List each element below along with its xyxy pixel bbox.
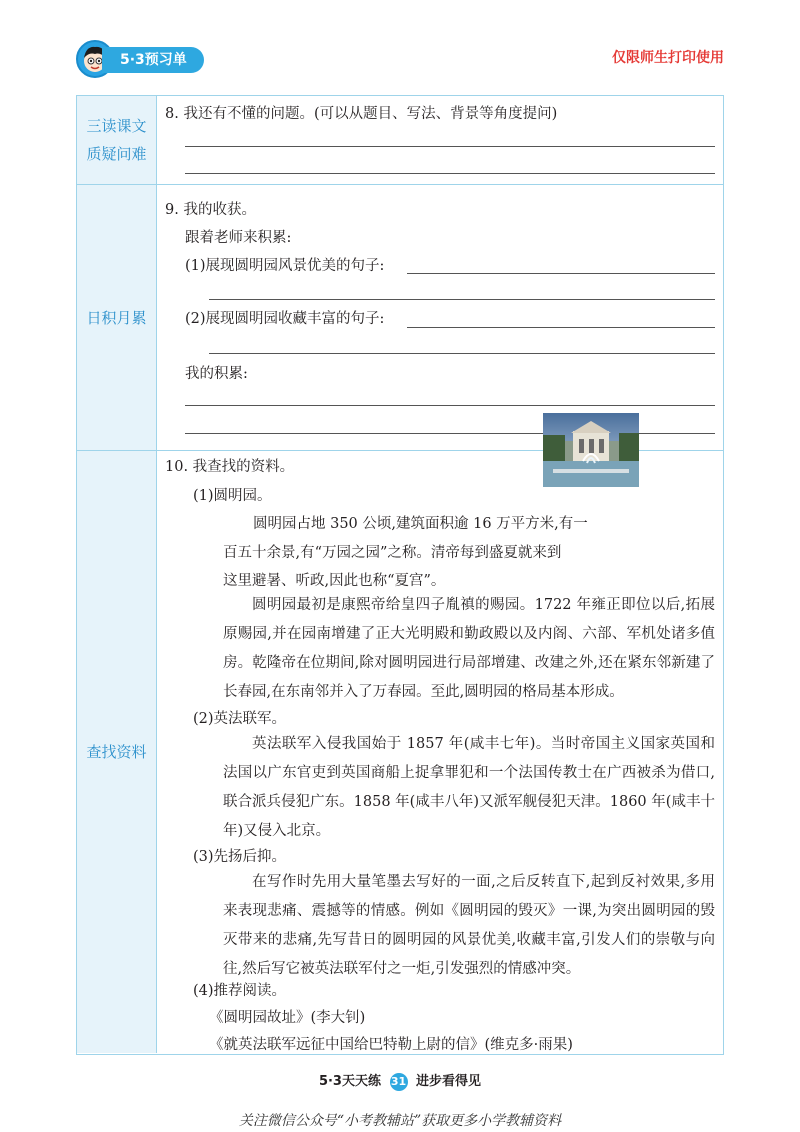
- gains-mine: 我的积累:: [185, 366, 248, 382]
- gains-item-1: (1)展现圆明园风景优美的句子:: [185, 258, 385, 274]
- question-8-prompt: 8. 我还有不懂的问题。(可以从题目、写法、背景等角度提问): [165, 106, 558, 122]
- para-1-line-1: 圆明园占地 350 公顷,建筑面积逾 16 万平方米,有一: [253, 516, 588, 532]
- heading-allied-forces: (2)英法联军。: [193, 711, 287, 727]
- content-research: [157, 451, 723, 1053]
- gains-item-2: (2)展现圆明园收藏丰富的句子:: [185, 311, 385, 327]
- worksheet-table: [76, 95, 724, 1055]
- row-gains: [77, 185, 723, 451]
- row-research: [77, 451, 723, 1053]
- question-9-prompt: 9. 我的收获。: [165, 202, 256, 218]
- label-gains-text: 日积月累: [86, 308, 147, 327]
- palace-image-icon: [543, 413, 639, 487]
- label-questions-line2: 质疑问难: [86, 145, 147, 163]
- para-1-line-3: 这里避暑、听政,因此也称“夏宫”。: [223, 573, 446, 589]
- label-research: [77, 451, 157, 1053]
- print-restriction-note: 仅限师生打印使用: [612, 50, 724, 66]
- para-1-line-2: 百五十余景,有“万园之园”之称。清帝每到盛夏就来到: [223, 545, 562, 561]
- answer-line[interactable]: [407, 327, 715, 328]
- content-questions: [157, 96, 723, 184]
- page-number: 31: [390, 1073, 408, 1091]
- question-10-prompt: 10. 我查找的资料。: [165, 459, 295, 475]
- palace-photo: [543, 413, 639, 487]
- label-gains: [77, 185, 157, 450]
- answer-line[interactable]: [209, 299, 715, 300]
- content-gains: [157, 185, 723, 450]
- label-questions-line1: 三读课文: [86, 117, 147, 135]
- answer-line[interactable]: [185, 173, 715, 174]
- badge-label: 5·3预习单: [102, 47, 204, 73]
- footer-brand: 5·3天天练: [318, 1074, 381, 1089]
- answer-line[interactable]: [185, 146, 715, 147]
- footer-slogan: 进步看得见: [416, 1074, 482, 1089]
- book-2: 《就英法联军远征中国给巴特勒上尉的信》(维克多·雨果): [209, 1037, 573, 1053]
- gains-intro: 跟着老师来积累:: [185, 230, 292, 246]
- heading-recommended-reading: (4)推荐阅读。: [193, 983, 287, 999]
- para-2: 圆明园最初是康熙帝给皇四子胤禛的赐园。1722 年雍正即位以后,拓展原赐园,并在园南增建了正大光明殿和勤政殿以及内阁、六部、军机处诸多值房。乾隆帝在位期间,除对圆明园进行局部增建、改建之外,还在紧东邻新建了长春园,在东南邻并入了万春园。至此,圆明园的格局基本形成。: [223, 597, 715, 700]
- answer-line[interactable]: [407, 273, 715, 274]
- answer-line[interactable]: [209, 353, 715, 354]
- row-questions: [77, 96, 723, 185]
- page-footer: [0, 1070, 800, 1091]
- book-1: 《圆明园故址》(李大钊): [209, 1010, 366, 1026]
- page-header: [0, 0, 800, 90]
- answer-line[interactable]: [185, 405, 715, 406]
- wechat-promo-note: 关注微信公众号“小考教辅站”获取更多小学教辅资料: [238, 1113, 562, 1129]
- heading-yuanmingyuan: (1)圆明园。: [193, 488, 272, 504]
- para-4: 在写作时先用大量笔墨去写好的一面,之后反转直下,起到反衬效果,多用来表现悲痛、震撼等的情感。例如《圆明园的毁灭》一课,为突出圆明园的毁灭带来的悲痛,先写昔日的圆明园的风景优美,收藏丰富,引发人们的崇敬与向往,然后写它被英法联军付之一炬,引发强烈的情感冲突。: [223, 874, 715, 977]
- label-questions: [77, 96, 157, 184]
- para-3: 英法联军入侵我国始于 1857 年(咸丰七年)。当时帝国主义国家英国和法国以广东官吏到英国商船上捉拿罪犯和一个法国传教士在广西被杀为借口,联合派兵侵犯广东。1858 年(咸丰八年)又派军舰侵犯天津。1860 年(咸丰十年)又侵入北京。: [223, 736, 715, 839]
- heading-technique: (3)先扬后抑。: [193, 849, 287, 865]
- label-research-text: 查找资料: [86, 743, 147, 761]
